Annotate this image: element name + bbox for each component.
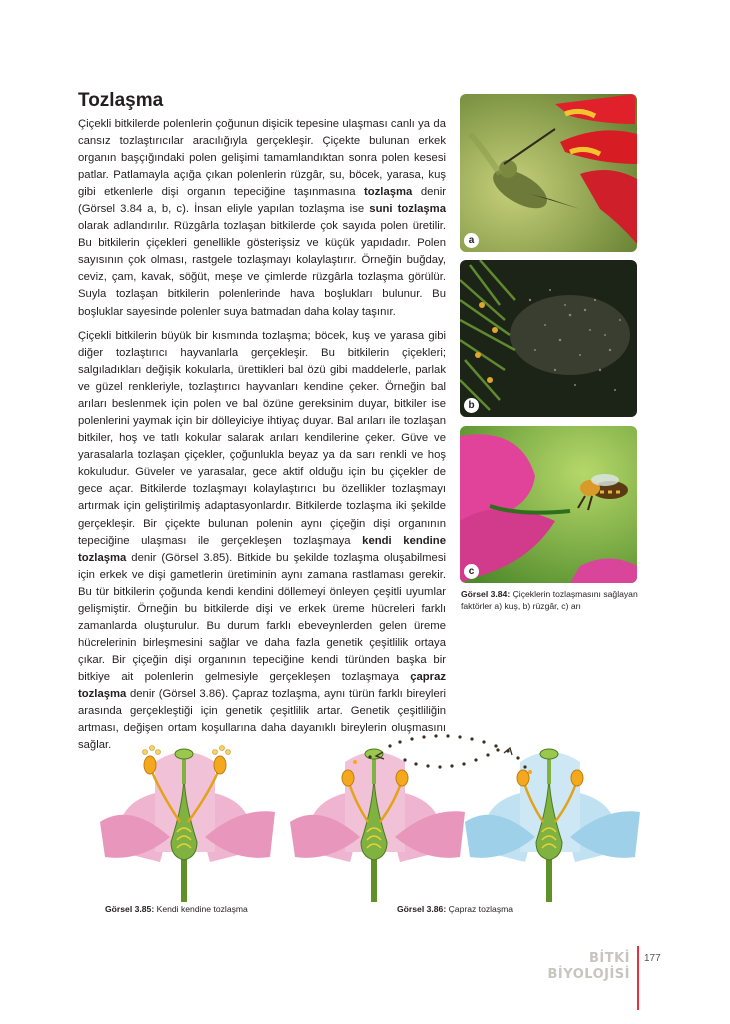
caption-385-ref: Görsel 3.85: <box>105 904 155 914</box>
page-title: Tozlaşma <box>78 90 164 111</box>
bold-term: kendi kendine tozlaşma <box>78 534 446 564</box>
text-run: denir (Görsel 3.84 a, b, c). İnsan eliyle yapılan tozlaşma ise <box>78 186 446 216</box>
photo-hummingbird <box>460 94 637 252</box>
cross-pollination-flower-blue <box>465 749 640 902</box>
bold-term: çapraz tozlaşma <box>78 670 446 700</box>
caption-385-text: Kendi kendine tozlaşma <box>154 904 248 914</box>
paragraph-2 <box>78 328 446 754</box>
caption-386-text: Çapraz tozlaşma <box>446 904 514 914</box>
pollination-diagram <box>100 732 660 902</box>
text-run: Çiçekli bitkilerde polenlerin çoğunun dişicik tepesine ulaşması canlı ya da cansız tozlaştırıcılar aracılığıyla gerçekleşir. Çiçekte bulunan erkek organın başçığındaki polen gelişimi tamamlandıktan sonra polen kesesi patlar. Patlamayla açığa çıkan polenlerin rüzgâr, su, böcek, yarasa, kuş gibi etkenlerle dişi organın tepeciğine taşınmasına <box>78 118 446 199</box>
photo-label-b: b <box>464 398 479 413</box>
caption-figure-384 <box>461 589 641 612</box>
hummingbird-illustration <box>460 94 637 252</box>
footer-rule <box>637 946 639 1010</box>
bee-flower-illustration <box>460 426 637 583</box>
caption-384-ref: Görsel 3.84: <box>461 589 511 599</box>
pine-pollen-illustration <box>460 260 637 417</box>
caption-figure-386 <box>397 904 513 914</box>
footer-book-title <box>540 951 630 983</box>
photo-label-a: a <box>464 233 479 248</box>
photo-label-c: c <box>464 564 479 579</box>
caption-384-text: Çiçeklerin tozlaşmasını sağlayan faktörler a) kuş, b) rüzgâr, c) arı <box>461 589 638 611</box>
photo-wind-pollen <box>460 260 637 417</box>
bold-term: tozlaşma <box>364 186 413 199</box>
caption-386-ref: Görsel 3.86: <box>397 904 447 914</box>
self-pollination-flower <box>100 746 275 903</box>
paragraph-1 <box>78 116 446 321</box>
bold-term: suni tozlaşma <box>369 203 446 216</box>
photo-bee <box>460 426 637 583</box>
cross-pollination-flower-pink <box>290 749 465 902</box>
caption-figure-385 <box>105 904 248 914</box>
text-run: denir (Görsel 3.86). Çapraz tozlaşma, aynı türün farklı bireyleri arasında gerçekleştiği için genetik çeşitlilik artar. Genetik çeşitliliğin artması, değişen ortam koşullarına daha dayanıklı bireylerin oluşmasını sağlar. <box>78 687 446 752</box>
text-run: denir (Görsel 3.85). Bitkide bu şekilde tozlaşma oluşabilmesi için erkek ve dişi gametlerin üretiminin aynı zamana rastlaması gerekir. Bu tür bitkilerin çoğunda kendi kendini döllemeyi önleyen çeşitli uyumlar gelişmiştir. Örneğin bu bitkilerde dişi ve erkek üreme hücreleri farklı zamanlarda oluşturulur. Bu durum farklı ebeveynlerden gelen üreme hücrelerinin birleşmesini sağlar ve daha fazla genetik çeşitlilik ortaya çıkar. Bir çiçeğin dişi organının tepeciğine kendi türünden başka bir bitkiye ait polenlerin gelmesiyle gerçekleşen tozlaşmaya <box>78 551 446 683</box>
page-number: 177 <box>644 953 661 964</box>
footer-title-line-2: BİYOLOJİSİ <box>547 967 630 982</box>
text-run: olarak adlandırılır. Rüzgârla tozlaşan bitkilerde çok sayıda polen üretilir. Bu bitkilerin çiçekleri genellikle gösterişsiz ve küçük yapıdadır. Polen sayısının çok olması, rastgele tozlaşmayı kolaylaştırır. Örneğin buğday, ceviz, çam, kavak, söğüt, meşe ve çimlerde rüzgârla tozlaşma görülür. Suyla tozlaşan bitkilerin polenlerinde hava boşlukları bulunur. Bu boşluklar sayesinde polenler suya batmadan daha kolay taşınır. <box>78 220 446 318</box>
footer-title-line-1: BİTKİ <box>588 951 630 966</box>
text-run: Çiçekli bitkilerin büyük bir kısmında tozlaşma; böcek, kuş ve yarasa gibi diğer tozlaştırıcı hayvanlarla gerçekleşir. Bu bitkilerin çiçekleri; salgıladıkları değişik kokularla, ürettikleri bal özü gibi maddelerle, parlak ve güzel renkleriyle, tozlaştırıcı hayvanları kendine çeker. Örneğin bal arıları beslenmek için polen ve bal özüne gereksinim duyar, bitkiler ise polenlerini yaymak için bir dölleyiciye ihtiyaç duyar. Bal arıları ile tozlaşan bitkiler, hoş ve tatlı kokular salarak arıları kendilerine çeker. Güve ve yarasalarla tozlaşan çiçekler, çoğunlukla beyaz ya da sarı renkli ve hoş kokuludur. Güveler ve yarasalar, gece aktif olduğu için bu çiçekler de gece açar. Bitkilerde tozlaşmayı kolaylaştırıcı bu özellikler tozlaşmayı artırmak için geliştirilmiş adaptasyonlardır. Bitkilerde tozlaşma iki şekilde gerçekleşir. Bir çiçekte bulunan polenin aynı çiçeğin dişi organının tepeciğine ulaşması ile gerçekleşen tozlaşmaya <box>78 330 446 547</box>
